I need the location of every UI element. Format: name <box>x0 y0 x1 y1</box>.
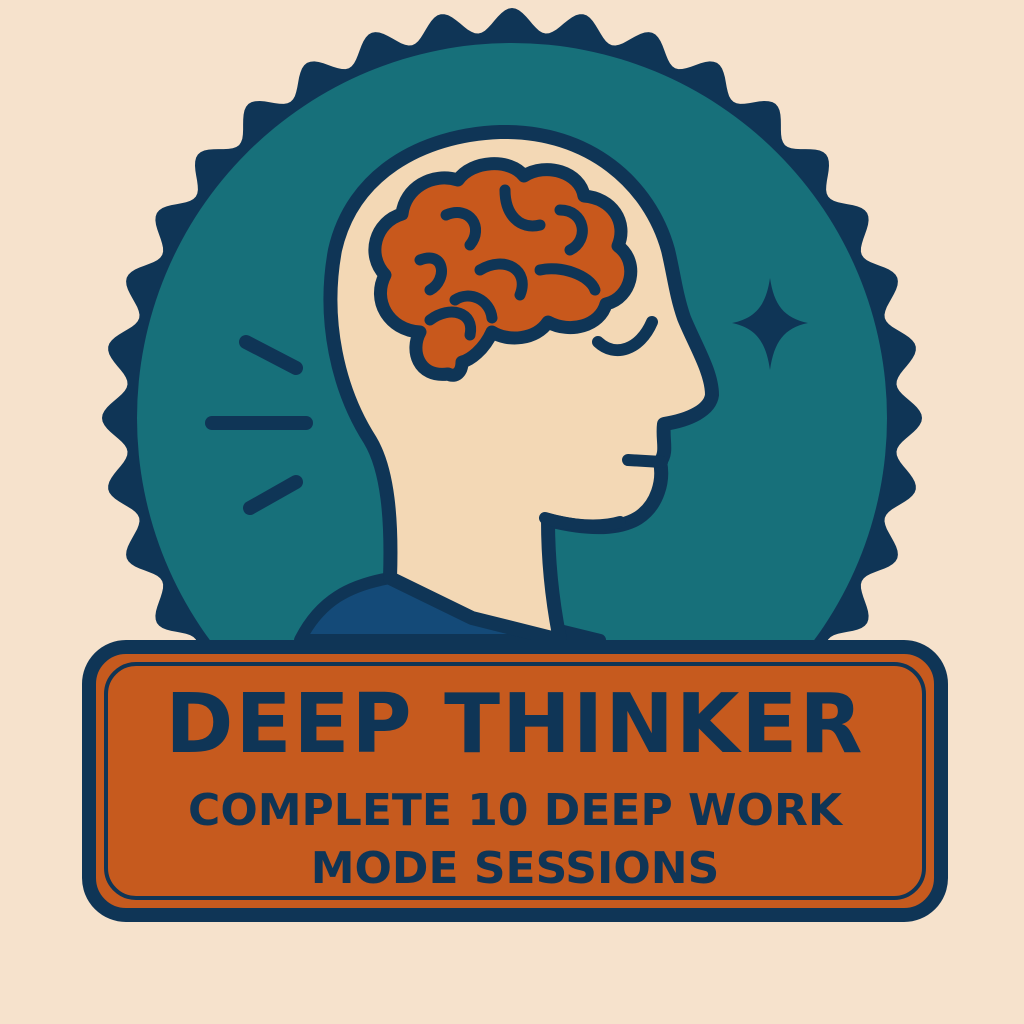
mouth-line <box>628 460 662 462</box>
badge-banner <box>82 640 948 922</box>
badge-title: DEEP THINKER <box>165 677 865 772</box>
badge-description-line-2: MODE SESSIONS <box>310 843 720 894</box>
badge-description <box>96 782 934 898</box>
badge-description-line-1: COMPLETE 10 DEEP WORK <box>188 785 842 836</box>
jaw-line <box>545 518 620 525</box>
